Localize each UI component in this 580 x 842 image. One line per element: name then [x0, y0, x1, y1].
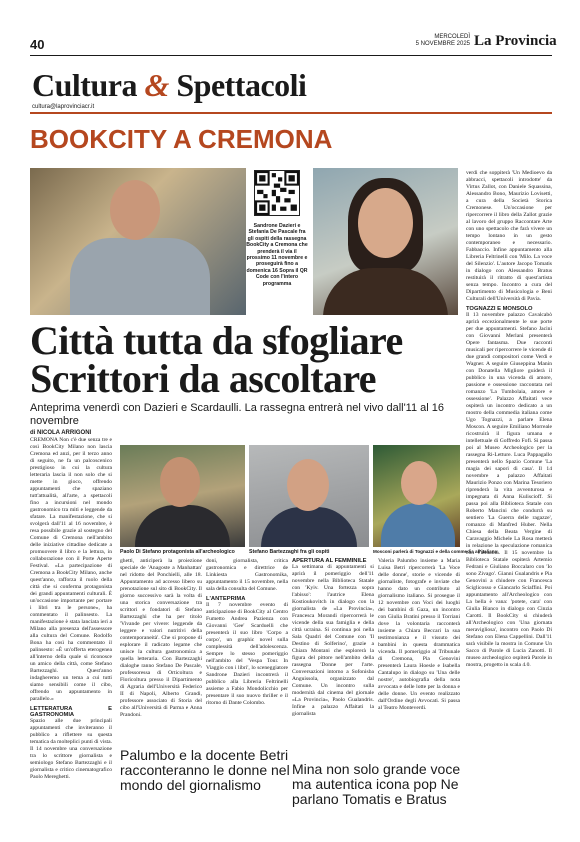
- qr-code-icon[interactable]: [254, 170, 300, 216]
- header-rule: [30, 55, 552, 56]
- photo-man-microphone: [30, 168, 246, 315]
- article-column-5: Valeria Palumbo insieme a Maria Luisa Betri ripercorrerà 'La Voce delle donne', storie e vicende di giornaliste, fotografe e inviate che hanno dato un contributo al giornalismo italiano. Si prosegue il 12 novembre con Voci dei luoghi dei bambini di Gaza, un incontro con Giulia Bratini presso il Torriani dove la volontaria racconterà insieme a Chiara Beccari la sua testimonianza e il vissuto dei bambini in questa drammatica vicenda. Il pomeriggio al Tribunale di Cremona, Pia Genovini presenterà Laura Hoesle e Isabella Cantalupo in dialogo su 'Una delle nostre', autobiografia della nota avvocata e delle lotte per la donna e delle donne. Un evento realizzato dall'Ordine degli Avvocati. Si passa al Teatro Monteverdi.: [378, 558, 460, 711]
- article-column-2: ghetti, anticiperà la proiezione speciale de 'Anagoste a Manhattan' nel ridotto del Ponchielli, alle 18. Appuntamento ad accesso libero su prenotazione sul sito di BookCity. Il giorno successivo sarà la volta di una storica conversazione tra scrittori e fondatori di Stefano Bartezzaghi che ha per titolo 'Vivande per vivere: leggende da leggere e valori nutritivi della contemporaneità'. Che si propone di esplorare il radicato legame che unisce la cultura gastronomica a quella letteraria. Con Bartezzaghi dialoghe ranno Stefano De Pascale, professoressa di Orticoltura e Floricoltura presso il Dipartimento di Agraria dell'Università Federico II di Napoli, Alberto Grandi, professore associato di Storia del cibo all'Università di Parma e Anna Prandoni.: [120, 558, 202, 718]
- section-email[interactable]: cultura@laprovinciacr.it: [32, 104, 95, 110]
- pull-quote: Palumbo e la docente Betri racconteranno le donne nel mondo del giornalismo: [120, 747, 290, 793]
- headline: Città tutta da sfogliare Scrittori da ascoltare: [30, 318, 403, 401]
- section-title: Cultura & Spettacoli: [32, 67, 307, 103]
- photo-man-glasses: [249, 445, 369, 547]
- kicker: BOOKCITY A CREMONA: [30, 124, 333, 154]
- newspaper-logo: La Provincia: [474, 33, 557, 49]
- photo-woman-smiling: [373, 445, 460, 547]
- photo-woman-portrait: [313, 168, 458, 315]
- section-rule: [30, 112, 552, 114]
- article-column-1: CREMONA Non c'è due senza tre e così BookCity Milano non lascia Cremona ed anzi, per il terzo anno di seguito, ne fa un palcoscenico prestigioso in cui la cultura letteraria lascia il non solo che si mette in gioco, offrendo appuntamenti che spaziano tutt'attualità, all'arte, a spettacoli fino a incursioni nel mondo gastronomico tra miti e leggende da sfatare. La manifestazione, che si svolgerà dall'11 al 16 novembre, è resa possibile grazie al sostegno del Comune di Cremona nell'ambito delle iniziative cittadine dedicate a promuovere il libro e la lettura, in collaborazione con il Porte Aperte Festival. «La partecipazione di Cremona a BookCity Milano, anche quest'anno, rafforza il ruolo della città che si conferma protagonista dei grandi appuntamenti culturali. È un'occasione importante per portare i libri tra le persone», ha commentato il palinsesto. La manifestazione è stata lanciata ieri a Milano alla presenza dell'assessore alla cultura del Comune. Rodolfo Bona ha così ha commentato il palinsesto: «È un'offerta eterogenea all'interno della quale si riconosce un amico della città, come Stefano Bartezzaghi. Quest'anno indagheremo un tema a cui tutti siamo sensibili come il cibo, offrendo un appuntamento in parallelo.» LETTERATURA E GASTRONOMIA Spazio alle due principali appuntamenti che inviteranno il pubblico a riflettere su questa tematica da molteplici punti di vista. Il 14 novembre una conversazione tra lo scrittore giornalista e semiologo Stefano Bartezzaghi e il giornalista e critico cinematografico Paolo Mereghetti.: [30, 437, 112, 780]
- qr-caption: Sandrone Dazieri e Stefania De Pascale fra gli ospiti della rassegna BookCity a Cremona che prenderà il via il prossimo 11 novembre e proseguirà fino a domenica 16 Sopra il QR Code con l'intero programma: [246, 223, 308, 287]
- standfirst: Anteprima venerdì con Dazieri e Scardaulli. La rassegna entrerà nel vivo dall'11 al 16 novembre: [30, 402, 445, 427]
- photo-caption: Paolo Di Stefano protagonista all'archeologico: [120, 549, 235, 555]
- photo-man-microphone-2: [120, 445, 245, 547]
- page-number: 40: [30, 37, 45, 52]
- photo-caption: Mosconi parlerà di Tognazzi e della commedia all'italiana: [373, 549, 498, 554]
- article-column-right: verdi che soppiterà 'Un Medioevo da abbracci, spettacoli introdotte' da Virtus Zallot, con Daniele Squassina, Alessandro Bono, Maurizio Lovisetti, a cura della Società Storica Cremonese. Un'occasione per ripercorrere il libro della Zallot grazie al lavoro del gruppo Raccontare Arte con uno spettacolo che farà vivere un tempo lontano in un gesto contemporaneo e necessario. Fabbaccio. Infine appuntamento alla Libreria Feltrinelli con 'Milo. La voce del Silenzio'. L'autore Jacopo Tomatis in dialogo con Alessandro Bratus restituirà il ritratto di quest'artista senza tempo. Incontro a cura del Dipartimento di Musicologia e Beni Culturali dell'Università di Pavia. TOGNAZZI E MONSOLO Il 13 novembre palazzo Cavalcabò aprirà eccezionalmente le sue porte per due appuntamenti. Stefano Jacini con Giovanni Merlani presenterà Opere fantasma. Due racconti musicali per ripercorrere le vicende di due grandi compositori come Verdi e Wagner. A seguire Giuseppina Manin con Donatella Migliore guiderà il pubblico in una vicenda di amore, passione e ossessione raccontata nel romanzo 'La Tumbolaia, amore e ossessione'. Palazzo Affaitati vece ospiterà un incontro dedicato a un mostro della commedia italiana come Ugo Tognazzi, a parlare Elena Moscon. A seguire Emiliano Morreale ricostruirà il figura umana e intellettuale di Goffredo Fofi. Si passa poi al Museo Archeologico per la rassegna Ri-Letture. Luca Pappagallo presenterà nello Spazio Comune 'La magia dei sapori di casa'. Il 14 novembre a palazzo Affaitati Maurizio Ponzo con Marina Tesoriero riprenderà la vita avventurosa e impegnata di Anna Kuliscioff. Si passa poi alla Biblioteca Statale con Roberto Mancini che condurrà su sentiero 'La Guerra delle ragazze', romanzo di Manfred Huber. Nella Chiesa della Beata Vergine di Caravaggio Michele La Rosa metterà in relazione la speculazione romanica con l'attualità. Il 15 novembre la Biblioteca Statale ospiterà Artemio Fedrani e Giuliano Boccalaro con 'Io sono Zivago'. Gianni Gualandris e Pia Genovini a chiudere con Francesca Sciglicosso e Giancarlo Sciaffini. Poi appuntamento all'Archeologico con La bella è vana: 'potete, cara' con Giulia Bianco in dialogo con Cinzia Carotti. Il BookCity si chiuderà all'Archeologico con 'Una giornata meravigliosa', incontro con Paolo Di Stefano con Elena Cappellini. Dall'11 sarà visibile la mostra in Comune Un Sacco di Parole di Lucia Zanotti. Il museo archeologico ospiterà Parole in mostra, progetto in scala 4.0.: [466, 170, 552, 668]
- byline: di NICOLA ARRIGONI: [30, 430, 92, 436]
- issue-date: MERCOLEDÌ 5 NOVEMBRE 2025: [415, 34, 470, 47]
- pull-quote: Mina non solo grande voce ma autentica icona pop Ne parlano Tomatis e Bratus: [292, 761, 461, 807]
- photo-caption: Stefano Bartezzaghi fra gli ospiti: [249, 549, 330, 555]
- article-column-4: APERTURA AL FEMMINILE La settimana di appuntamenti si aprirà il pomeriggio dell'11 novembre nella Biblioteca Statale con 'Kyiv. Una fortezza sopra l'abisso': l'autrice Elena Kostioukovitch in dialogo con la giornalista de «La Provincia», Francesca Morandi ripercorrerà le vicende della sua famiglia e della città ucraina. Si continua poi nella Sala Quadri del Comune con 'Il Destino di Solferino', grazie a Chiara Montani che esplorerà la figura del pittore nell'ambito della rassegna 'Donne per l'arte. Conversazioni intorno a Sofonisba Anguissola, organizzato dal Comune. Un incontro sulla modernità dal cinema del giornale «La Provincia», Paolo Gualandris. Infine a palazzo Affaitati la giornalista: [292, 558, 374, 717]
- article-column-3: doni, giornalista, critica gastronomica e direttrice de Linkiesta Gastronomika, appuntamento il 15 novembre, nella sala della consulta del Comune. L'ANTEPRIMA Il 7 novembre evento di anticipazione di BookCity al Centro Fumetto Andrea Pazienza con Giovanni 'Gee' Scarduelli che presenterà il suo libro 'Corpo a corpo', un graphic novel sulla complessità dell'adolescenza. Sempre lo stesso pomeriggio nell'ambito del 'Vespa Tour. In Viaggio con i libri', lo sceneggiatore Sandrone Dazieri incontrerà il pubblico alla Libreria Feltrinelli assieme a Fabio Mondolicchio per presentare il suo nuovo thriller e il ritorno di Dante Colombo.: [206, 558, 288, 706]
